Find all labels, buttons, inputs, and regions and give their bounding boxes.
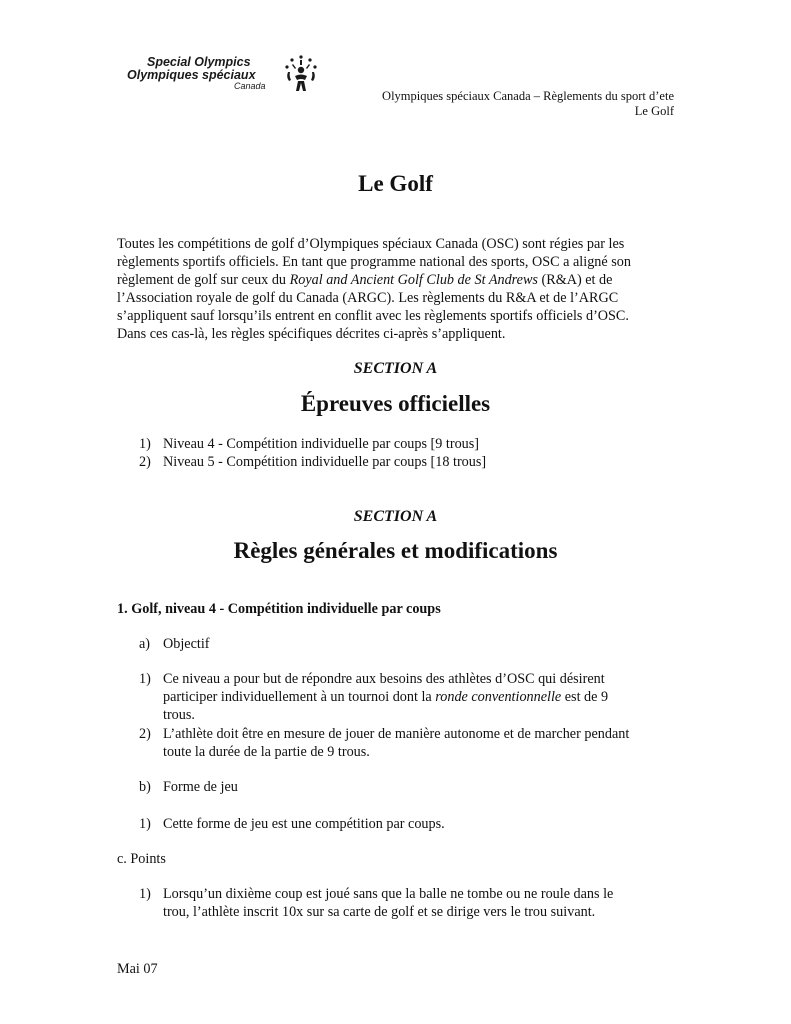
- logo-text-line3: Canada: [234, 81, 266, 91]
- running-header: [382, 89, 674, 119]
- intro-line: Dans ces cas-là, les règles spécifiques décrites ci-après s’appliquent.: [117, 326, 506, 342]
- section-heading: Règles générales et modifications: [233, 538, 558, 563]
- special-olympics-figure-icon: [280, 53, 322, 95]
- special-olympics-logo: [125, 53, 325, 99]
- page-title: Le Golf: [358, 171, 433, 196]
- section-label: SECTION A: [353, 508, 438, 525]
- intro-line: Toutes les compétitions de golf d’Olympiques spéciaux Canada (OSC) sont régies par les: [117, 236, 625, 252]
- intro-line: l’Association royale de golf du Canada (ARGC). Les règlements du R&A et de l’ARGC: [117, 290, 619, 306]
- header-sport-name: Le Golf: [634, 104, 674, 118]
- logo-text-line1: Special Olympics: [147, 55, 251, 69]
- header-doc-title: Olympiques spéciaux Canada – Règlements du sport d’ete: [382, 89, 674, 103]
- intro-line: s’appliquent sauf lorsqu’ils entrent en conflit avec les règlements sportifs officiels d’OSC.: [117, 308, 629, 324]
- subsection-heading: 1. Golf, niveau 4 - Compétition individuelle par coups: [117, 601, 441, 617]
- ronde-conventionnelle-term: ronde conventionnelle: [435, 689, 562, 705]
- points-heading: c. Points: [117, 851, 166, 867]
- intro-paragraph: [117, 235, 677, 343]
- rnagc-name: Royal and Ancient Golf Club de St Andrews: [289, 272, 538, 288]
- intro-line: règlements sportifs officiels. En tant que programme national des sports, OSC a aligné son: [117, 254, 631, 270]
- logo-text-line2: Olympiques spéciaux: [127, 68, 256, 82]
- section-heading: Épreuves officielles: [300, 391, 491, 416]
- footer-date: Mai 07: [117, 961, 158, 977]
- section-label: SECTION A: [353, 360, 438, 377]
- intro-line: règlement de golf sur ceux du Royal and Ancient Golf Club de St Andrews (R&A) et de: [117, 272, 613, 288]
